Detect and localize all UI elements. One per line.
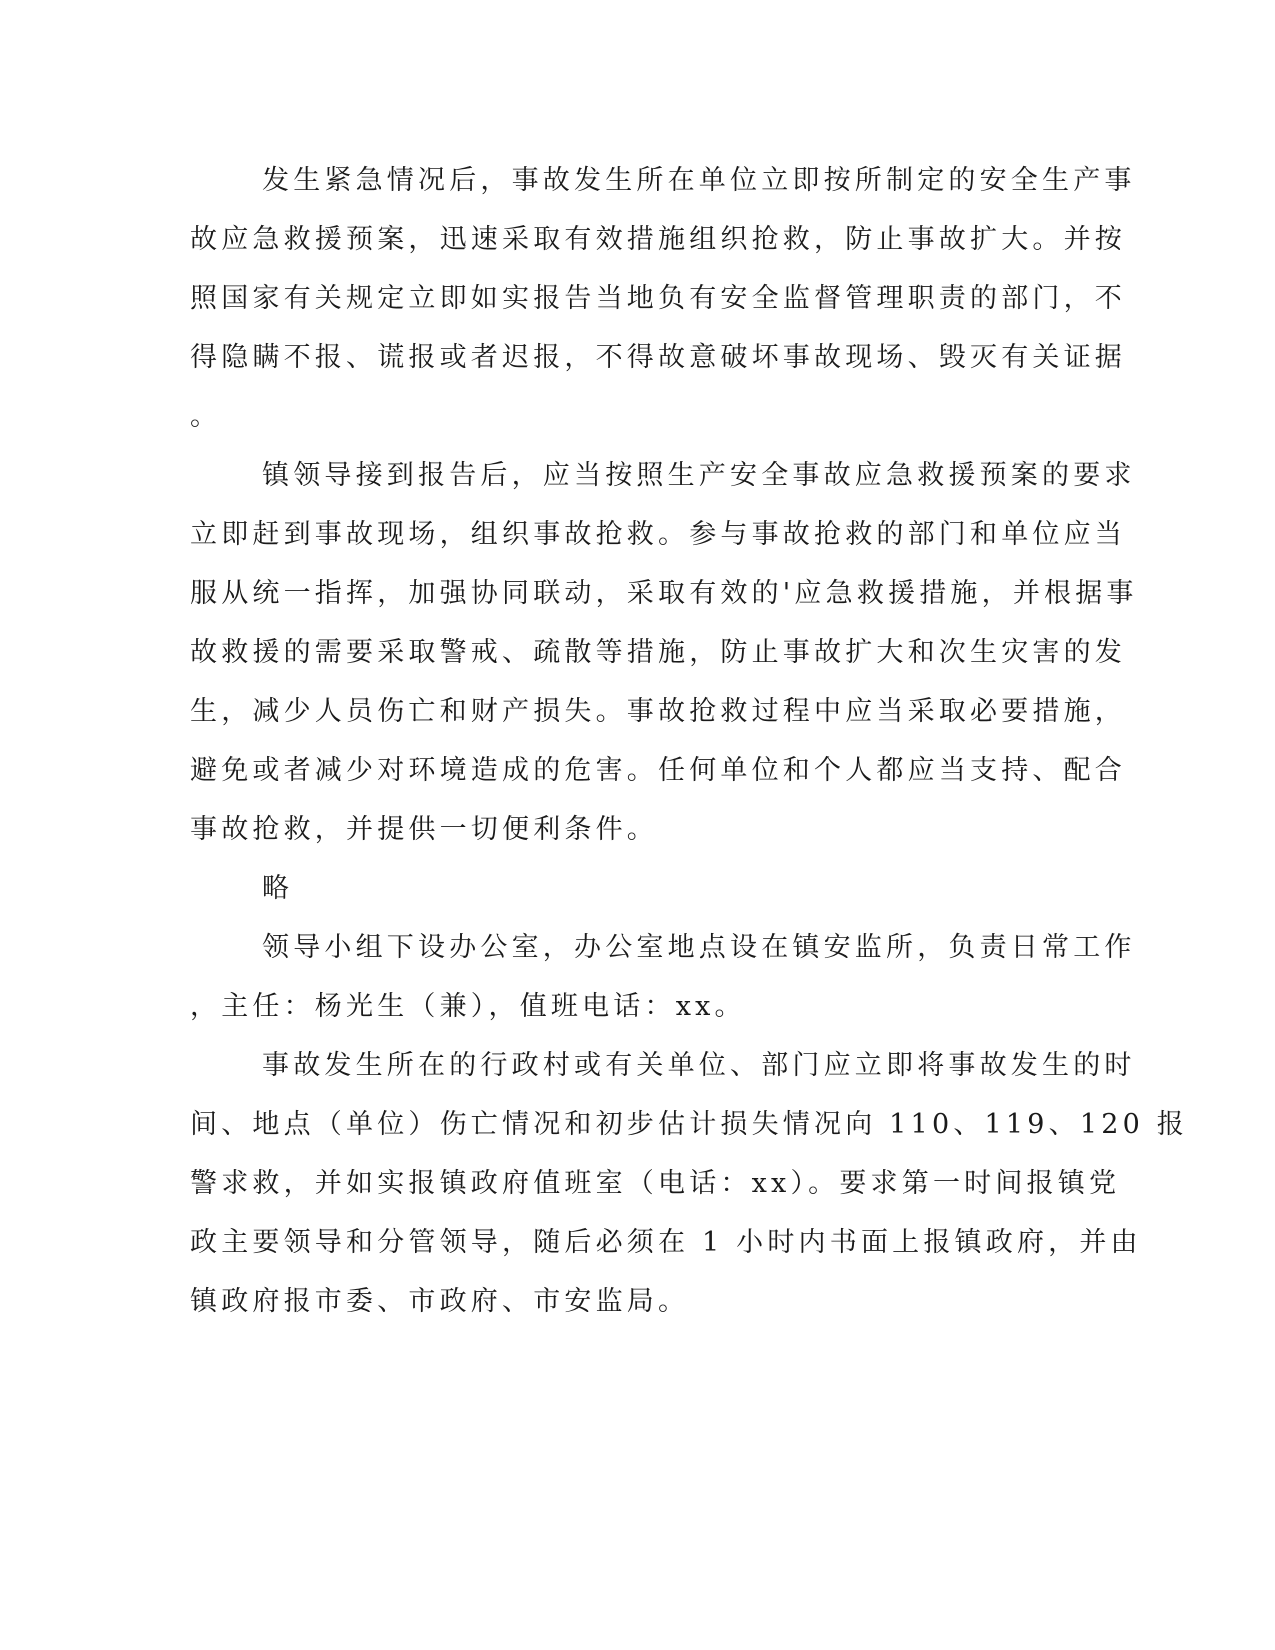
paragraph-5-line-4: 政主要领导和分管领导，随后必须在 1 小时内书面上报镇政府，并由 [190, 1227, 1142, 1258]
paragraph-5-line-5: 镇政府报市委、市政府、市安监局。 [190, 1286, 690, 1317]
paragraph-5-line-1: 事故发生所在的行政村或有关单位、部门应立即将事故发生的时 [262, 1050, 1136, 1081]
paragraph-5-line-3: 警求救，并如实报镇政府值班室（电话：xx）。要求第一时间报镇党 [190, 1168, 1121, 1199]
paragraph-1-line-5: 。 [190, 401, 222, 432]
paragraph-2-line-6: 避免或者减少对环境造成的危害。任何单位和个人都应当支持、配合 [190, 755, 1126, 786]
paragraph-1-line-2: 故应急救援预案，迅速采取有效措施组织抢救，防止事故扩大。并按 [190, 224, 1126, 255]
paragraph-3-line-1: 略 [262, 873, 294, 904]
paragraph-2-line-2: 立即赶到事故现场，组织事故抢救。参与事故抢救的部门和单位应当 [190, 519, 1126, 550]
paragraph-1-line-4: 得隐瞒不报、谎报或者迟报，不得故意破坏事故现场、毁灭有关证据 [190, 342, 1126, 373]
paragraph-2-line-4: 故救援的需要采取警戒、疏散等措施，防止事故扩大和次生灾害的发 [190, 637, 1126, 668]
paragraph-4-line-1: 领导小组下设办公室，办公室地点设在镇安监所，负责日常工作 [262, 932, 1136, 963]
paragraph-2-line-3: 服从统一指挥，加强协同联动，采取有效的'应急救援措施，并根据事 [190, 578, 1138, 609]
paragraph-4-line-2: ，主任：杨光生（兼），值班电话：xx。 [190, 991, 746, 1022]
paragraph-2-line-1: 镇领导接到报告后，应当按照生产安全事故应急救援预案的要求 [262, 460, 1136, 491]
paragraph-1-line-1: 发生紧急情况后，事故发生所在单位立即按所制定的安全生产事 [262, 165, 1136, 196]
paragraph-5-line-2: 间、地点（单位）伤亡情况和初步估计损失情况向 110、119、120 报 [190, 1109, 1188, 1140]
paragraph-2-line-5: 生，减少人员伤亡和财产损失。事故抢救过程中应当采取必要措施， [190, 696, 1126, 727]
paragraph-1-line-3: 照国家有关规定立即如实报告当地负有安全监督管理职责的部门，不 [190, 283, 1126, 314]
paragraph-2-line-7: 事故抢救，并提供一切便利条件。 [190, 814, 658, 845]
